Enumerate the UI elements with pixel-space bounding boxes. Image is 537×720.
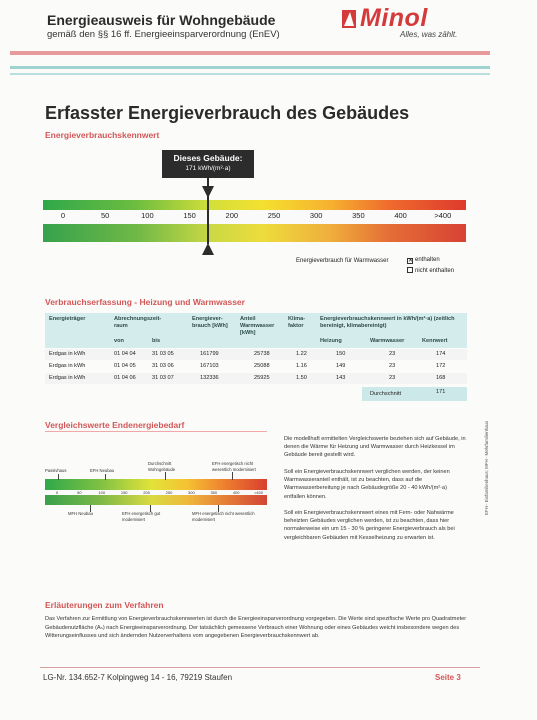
table-cell-energie: 161799 <box>200 351 219 357</box>
table-cell-heizung: 149 <box>336 363 346 369</box>
table-cell-kennwert: 168 <box>436 375 446 381</box>
table-cell-ww: 23 <box>389 375 396 381</box>
label-durchschnitt: Durchschnitt Wohngebäude <box>148 461 176 472</box>
energy-scale-tick-label: 150 <box>183 211 196 220</box>
table-cell-anteil: 25088 <box>254 363 270 369</box>
col-energie: Energiever-brauch [kWh] <box>192 316 228 329</box>
warmwater-label: Energieverbrauch für Warmwasser <box>296 258 389 264</box>
header-rule <box>10 66 490 69</box>
marker-value: 171 kWh/(m²·a) <box>185 165 231 172</box>
section-heading-kennwert: Energieverbrauchskennwert <box>45 130 160 140</box>
page-title: Erfasster Energieverbrauch des Gebäudes <box>45 103 410 123</box>
footer-rule <box>40 667 480 668</box>
energy-scale-tick-label: 400 <box>394 211 407 220</box>
energy-scale-tick-label: 250 <box>267 211 281 220</box>
comparison-marker <box>105 474 106 480</box>
comparison-scale-tick-label: 400 <box>232 490 240 495</box>
table-cell-ww: 23 <box>389 351 396 357</box>
document-title: Energieausweis für Wohngebäude <box>47 12 276 28</box>
energy-scale-tick-label: 350 <box>352 211 365 220</box>
col-von: von <box>114 338 124 344</box>
energy-scale-tick-label: 100 <box>141 211 154 220</box>
table-cell-energie: 132336 <box>200 375 219 381</box>
table-cell-energie: 167103 <box>200 363 219 369</box>
label-mfh-neubau: MFH Neubau <box>68 511 93 516</box>
label-efh-gut-modernisiert: EFH energetisch gut modernisiert <box>122 511 161 522</box>
side-note: EFH - Einfamilienhaus; MFH - Mehrfamilienhaus <box>484 420 489 515</box>
warmwater-excluded-checkbox <box>407 267 454 274</box>
energy-scale-tick-label: 300 <box>309 211 323 220</box>
col-bis: bis <box>152 338 161 344</box>
unchecked-box-icon <box>407 267 413 273</box>
warmwater-included-checkbox <box>407 257 440 264</box>
label-efh-neubau: EFH Neubau <box>90 468 115 473</box>
energy-scale-bar-lower <box>43 224 466 242</box>
checkbox-label: enthalten <box>415 257 440 263</box>
table-cell-klima: 1.50 <box>296 375 307 381</box>
page-number: Seite 3 <box>435 673 461 682</box>
energy-scale-tick-label: 0 <box>60 211 66 220</box>
average-label: Durchschnitt <box>370 391 402 397</box>
label-passivhaus: Passivhaus <box>45 468 67 473</box>
header-rule <box>10 73 490 75</box>
paragraph-vergleich-1: Die modellhaft ermittelten Vergleichswerte beziehen sich auf Gebäude, in denen die Wärme für Heizung und Warmwasser durch Heizkessel im Gebäude bereit gestellt wird. <box>284 436 466 459</box>
checked-box-icon: ✕ <box>408 258 414 264</box>
table-cell-von: 01 04 04 <box>114 351 136 357</box>
marker-title: Dieses Gebäude: <box>173 153 243 163</box>
table-cell-klima: 1.22 <box>296 351 307 357</box>
comparison-scale-tick-label: >400 <box>254 490 264 495</box>
section-heading-erlaeuterung: Erläuterungen zum Verfahren <box>45 600 164 610</box>
col-traeger: Energieträger <box>49 316 86 322</box>
document-subtitle: gemäß den §§ 16 ff. Energieeinsparverordnung (EnEV) <box>47 29 280 40</box>
comparison-scale-tick-label: 350 <box>210 490 218 495</box>
marker-arrow-down-icon <box>202 186 214 198</box>
comparison-marker <box>165 472 166 480</box>
table-cell-traeger: Erdgas in kWh <box>49 363 86 369</box>
header-rule <box>10 51 490 55</box>
table-cell-kennwert: 172 <box>436 363 446 369</box>
table-cell-anteil: 25738 <box>254 351 270 357</box>
table-cell-heizung: 150 <box>336 351 346 357</box>
table-cell-bis: 31 03 07 <box>152 375 174 381</box>
table-cell-bis: 31 03 05 <box>152 351 174 357</box>
section-rule <box>45 431 267 432</box>
erlaeuterung-text: Das Verfahren zur Ermittlung von Energieverbrauchskennwerten ist durch die Energieeinsparverordnung vorgegeben. Die Werte sind spezifische Werte pro Quadratmeter Gebäudenutzfläche (Aₙ) nach Energieeinsparverordnung. Der tatsächlich gemessene Verbrauch einer Wohnung oder eines Gebäudes weicht insbesondere wegen des Witterungseinflusses und sich ändernden Nutzerverhaltens vom angegebenen Energieverbrauchskennwert ab. <box>45 616 467 640</box>
average-value: 171 <box>436 389 446 395</box>
section-heading-vergleich: Vergleichswerte Endenergiebedarf <box>45 420 185 430</box>
comparison-scale-bar-lower <box>45 495 267 505</box>
footer-address: LG-Nr. 134.652-7 Kolpingweg 14 - 16, 79219 Staufen <box>43 673 233 682</box>
energy-scale-tick-label: 50 <box>101 211 110 220</box>
table-cell-ww: 23 <box>389 363 396 369</box>
energy-scale-tick-label: >400 <box>434 211 452 220</box>
logo-slogan: Alles, was zählt. <box>400 30 458 39</box>
table-cell-von: 01 04 06 <box>114 375 136 381</box>
col-heizung: Heizung <box>320 338 342 344</box>
checkbox-label: nicht enthalten <box>415 268 455 274</box>
label-efh-nicht-modernisiert: EFH energetisch nicht wesentlich modernisiert <box>212 461 256 472</box>
marker-arrow-up-icon <box>202 243 214 255</box>
comparison-marker <box>232 472 233 480</box>
comparison-scale-tick-label: 50 <box>77 490 82 495</box>
paragraph-vergleich-3: Soll ein Energieverbrauchskennwert eines mit Fern- oder Nahwärme beheizten Gebäudes verglichen werden, ist zu beachten, dass hier normalerweise ein um 15 - 30 % geringerer Energieverbrauch als bei vergleichbaren Gebäuden mit Kesselheizung zu erwarten ist. <box>284 510 455 541</box>
comparison-scale-tick-label: 150 <box>120 490 128 495</box>
label-mfh-nicht-modernisiert: MFH energetisch nicht wesentlich modernisiert <box>192 511 255 522</box>
col-kennwert: Energieverbrauchskennwert in kWh/(m²·a) (zeitlich bereinigt, klimabereinigt) <box>320 316 455 329</box>
col-klima: Klima-faktor <box>288 316 306 329</box>
comparison-scale-tick-label: 250 <box>165 490 173 495</box>
paragraph-vergleich-2: Soll ein Energieverbrauchskennwert verglichen werden, der keinen Warmwasseranteil enthält, ist zu beachten, dass auf die Warmwasserbereitung je nach Gebäudegröße 20 - 40 kWh/(m²·a) entfallen können. <box>284 469 450 500</box>
comparison-scale-tick-label: 100 <box>98 490 106 495</box>
table-cell-anteil: 25925 <box>254 375 270 381</box>
col-zeitraum: Abrechnungszeit-raum <box>114 316 162 329</box>
table-cell-traeger: Erdgas in kWh <box>49 351 86 357</box>
table-cell-von: 01 04 05 <box>114 363 136 369</box>
table-cell-kennwert: 174 <box>436 351 446 357</box>
table-cell-traeger: Erdgas in kWh <box>49 375 86 381</box>
logo-wordmark: Minol <box>360 4 428 32</box>
building-marker <box>162 150 254 178</box>
col-anteil: Anteil Warmwasser [kWh] <box>240 316 275 336</box>
comparison-marker <box>58 474 59 480</box>
col-warmwasser: Warmwasser <box>370 338 405 344</box>
col-kennwert-value: Kennwert <box>422 338 448 344</box>
comparison-scale-tick-label: 0 <box>55 490 59 495</box>
table-cell-klima: 1.16 <box>296 363 307 369</box>
table-cell-bis: 31 03 06 <box>152 363 174 369</box>
comparison-scale-tick-label: 200 <box>143 490 150 495</box>
table-cell-heizung: 143 <box>336 375 346 381</box>
comparison-scale-tick-label: 300 <box>188 490 195 495</box>
energy-scale-tick-label: 200 <box>225 211 239 220</box>
section-heading-verbrauch: Verbrauchserfassung - Heizung und Warmwasser <box>45 297 245 307</box>
